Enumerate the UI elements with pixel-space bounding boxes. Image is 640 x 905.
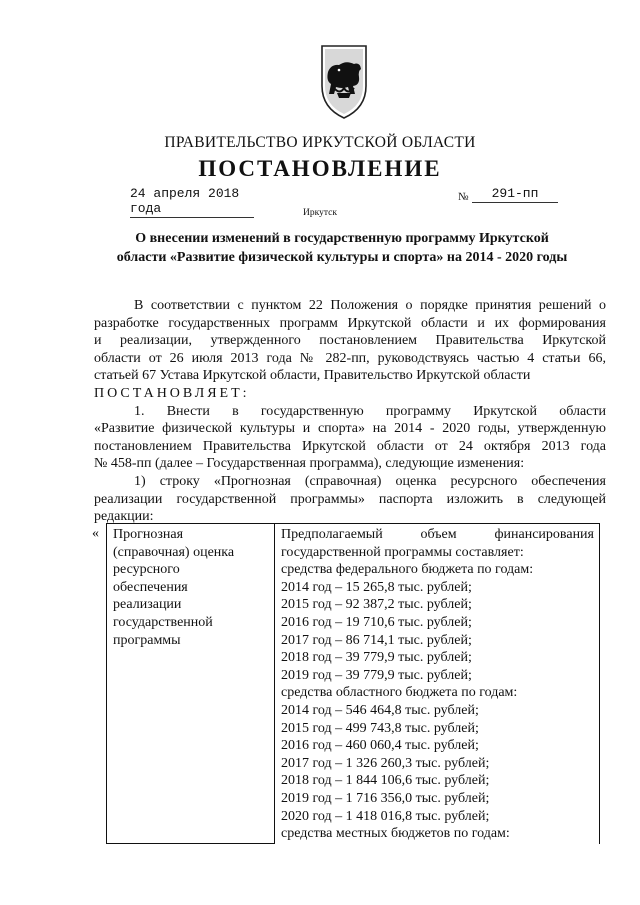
body-line: реализации государственной программы» паспорта изложить в следующей	[94, 491, 606, 507]
document-subject	[92, 229, 592, 267]
body-line: области от 26 июля 2013 года № 282-пп, руководствуясь частью 4 статьи 66,	[94, 350, 606, 366]
cell-line: средства областного бюджета по годам:	[281, 685, 518, 701]
cell-line: реализации	[113, 597, 182, 613]
cell-line: государственной программы составляет:	[281, 544, 524, 560]
table-row	[107, 524, 600, 844]
cell-line: средства федерального бюджета по годам:	[281, 562, 534, 578]
document-body	[94, 297, 606, 526]
cell-line: средства местных бюджетов по годам:	[281, 826, 510, 842]
cell-line: 2017 год – 86 714,1 тыс. рублей;	[281, 632, 472, 648]
document-number: 291-пп	[472, 186, 558, 203]
table-cell-financing	[275, 524, 600, 844]
cell-line: 2019 год – 39 779,9 тыс. рублей;	[281, 667, 472, 683]
table-cell-label	[107, 524, 275, 844]
cell-line: 2016 год – 460 060,4 тыс. рублей;	[281, 738, 479, 754]
irkutsk-coat-of-arms-icon	[304, 38, 384, 122]
opening-quote: «	[92, 526, 99, 541]
document-date: 24 апреля 2018 года	[130, 186, 254, 218]
cell-line: 2015 год – 499 743,8 тыс. рублей;	[281, 720, 479, 736]
cell-line: ресурсного	[113, 562, 180, 578]
cell-line: 2016 год – 19 710,6 тыс. рублей;	[281, 614, 472, 630]
cell-line: Предполагаемый объем финансирования	[281, 527, 594, 542]
body-line-decree: ПОСТАНОВЛЯЕТ:	[94, 385, 250, 401]
body-line: разработке государственных программ Иркутской области и их формирования	[94, 315, 606, 331]
body-line: 1) строку «Прогнозная (справочная) оценка ресурсного обеспечения	[134, 473, 606, 489]
subject-line: области «Развитие физической культуры и спорта» на 2014 - 2020 годы	[116, 250, 568, 265]
body-line: В соответствии с пунктом 22 Положения о порядке принятия решений о	[134, 298, 606, 313]
body-line: редакции:	[94, 509, 154, 525]
cell-line: 2020 год – 1 418 016,8 тыс. рублей;	[281, 808, 490, 824]
government-name: ПРАВИТЕЛЬСТВО ИРКУТСКОЙ ОБЛАСТИ	[164, 134, 476, 151]
cell-line: Прогнозная	[113, 527, 184, 542]
body-line: «Развитие физической культуры и спорта» на 2014 - 2020 годы, утвержденную	[94, 421, 606, 437]
body-line: постановлением Правительства Иркутской области от 24 октября 2013 года	[94, 438, 606, 454]
cell-line: 2014 год – 546 464,8 тыс. рублей;	[281, 702, 479, 718]
subject-line: О внесении изменений в государственную программу Иркутской	[135, 231, 549, 246]
city-name: Иркутск	[303, 208, 337, 218]
cell-line: обеспечения	[113, 579, 188, 595]
cell-line: 2015 год – 92 387,2 тыс. рублей;	[281, 597, 472, 613]
program-passport-table	[106, 523, 600, 844]
cell-line: 2019 год – 1 716 356,0 тыс. рублей;	[281, 790, 490, 806]
cell-line: государственной	[113, 614, 213, 630]
number-label: №	[458, 191, 469, 203]
cell-line: 2018 год – 1 844 106,6 тыс. рублей;	[281, 773, 490, 789]
cell-line: 2018 год – 39 779,9 тыс. рублей;	[281, 650, 472, 666]
body-line: и реализации, утвержденного постановлением Правительства Иркутской	[94, 333, 606, 349]
cell-line: (справочная) оценка	[113, 544, 235, 560]
cell-line: 2014 год – 15 265,8 тыс. рублей;	[281, 579, 472, 595]
body-line: статьей 67 Устава Иркутской области, Правительство Иркутской области	[94, 368, 531, 384]
body-line: № 458-пп (далее – Государственная программа), следующие изменения:	[94, 456, 525, 472]
cell-line: программы	[113, 632, 181, 648]
body-line: 1. Внести в государственную программу Иркутской области	[134, 403, 606, 419]
cell-line: 2017 год – 1 326 260,3 тыс. рублей;	[281, 755, 490, 771]
document-type-title: ПОСТАНОВЛЕНИЕ	[198, 156, 442, 181]
